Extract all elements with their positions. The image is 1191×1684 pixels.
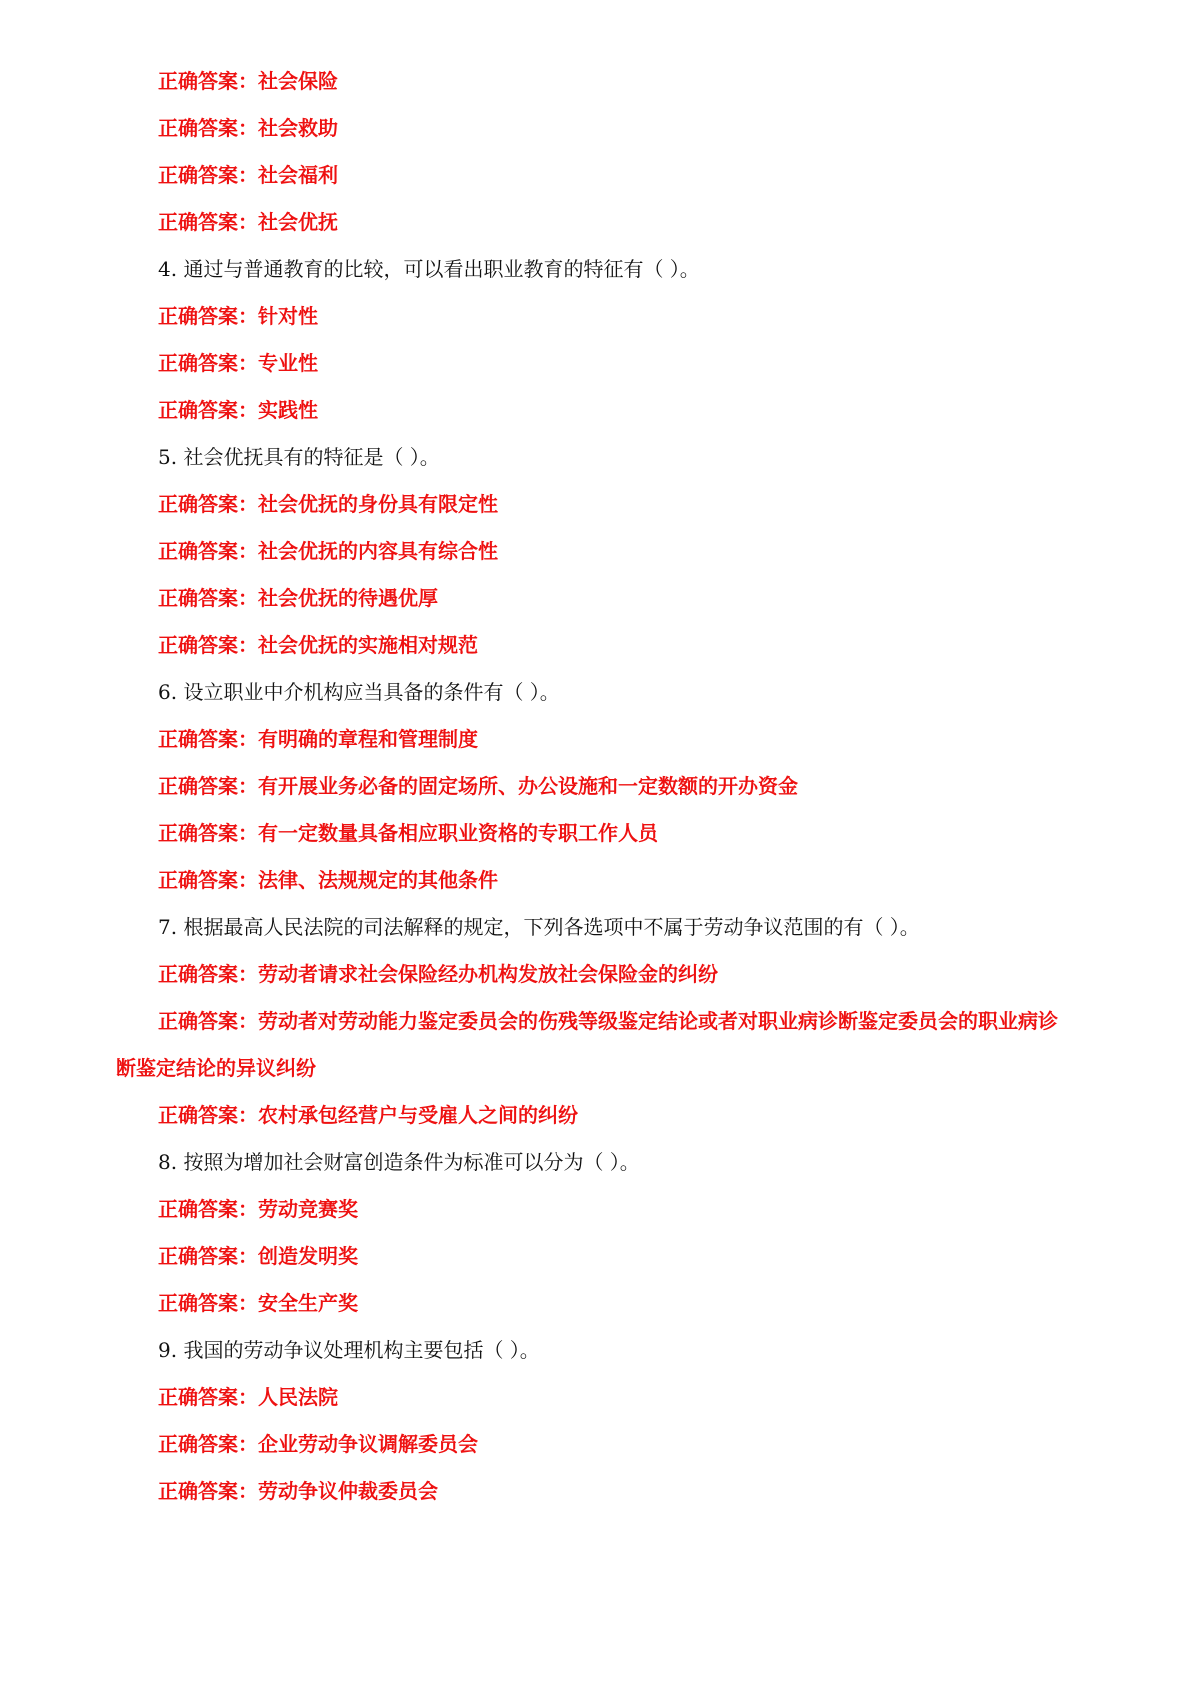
answer-line: 正确答案：社会福利	[158, 163, 338, 187]
answer-line: 正确答案：专业性	[158, 351, 318, 375]
question-line: 4. 通过与普通教育的比较，可以看出职业教育的特征有（ ）。	[158, 257, 700, 281]
answer-line: 正确答案：社会优抚	[158, 210, 338, 234]
question-line: 7. 根据最高人民法院的司法解释的规定，下列各选项中不属于劳动争议范围的有（ ）。	[158, 915, 920, 939]
answer-line: 正确答案：社会优抚的内容具有综合性	[158, 539, 498, 563]
answer-line: 正确答案：农村承包经营户与受雇人之间的纠纷	[158, 1103, 578, 1127]
answer-line: 正确答案：劳动竞赛奖	[158, 1197, 358, 1221]
answer-line: 正确答案：社会优抚的待遇优厚	[158, 586, 438, 610]
question-line: 8. 按照为增加社会财富创造条件为标准可以分为（ ）。	[158, 1150, 640, 1174]
answer-line: 正确答案：实践性	[158, 398, 318, 422]
answer-line: 正确答案：社会优抚的实施相对规范	[158, 633, 478, 657]
question-answer-list	[116, 58, 1076, 1515]
answer-line-wrapped: 正确答案：劳动者对劳动能力鉴定委员会的伤残等级鉴定结论或者对职业病诊断鉴定委员会的职业病诊断鉴定结论的异议纠纷	[116, 1009, 1058, 1080]
answer-line: 正确答案：创造发明奖	[158, 1244, 358, 1268]
question-line: 5. 社会优抚具有的特征是（ ）。	[158, 445, 440, 469]
answer-line: 正确答案：法律、法规规定的其他条件	[158, 868, 498, 892]
answer-line: 正确答案：有明确的章程和管理制度	[158, 727, 478, 751]
answer-line: 正确答案：社会救助	[158, 116, 338, 140]
answer-line: 正确答案：企业劳动争议调解委员会	[158, 1432, 478, 1456]
answer-line: 正确答案：安全生产奖	[158, 1291, 358, 1315]
answer-line: 正确答案：社会保险	[158, 69, 338, 93]
answer-line: 正确答案：有开展业务必备的固定场所、办公设施和一定数额的开办资金	[158, 774, 798, 798]
answer-line: 正确答案：劳动争议仲裁委员会	[158, 1479, 438, 1503]
answer-line: 正确答案：社会优抚的身份具有限定性	[158, 492, 498, 516]
answer-line: 正确答案：劳动者请求社会保险经办机构发放社会保险金的纠纷	[158, 962, 718, 986]
question-line: 6. 设立职业中介机构应当具备的条件有（ ）。	[158, 680, 560, 704]
answer-line: 正确答案：针对性	[158, 304, 318, 328]
question-line: 9. 我国的劳动争议处理机构主要包括（ ）。	[158, 1338, 540, 1362]
answer-line: 正确答案：人民法院	[158, 1385, 338, 1409]
answer-line: 正确答案：有一定数量具备相应职业资格的专职工作人员	[158, 821, 658, 845]
